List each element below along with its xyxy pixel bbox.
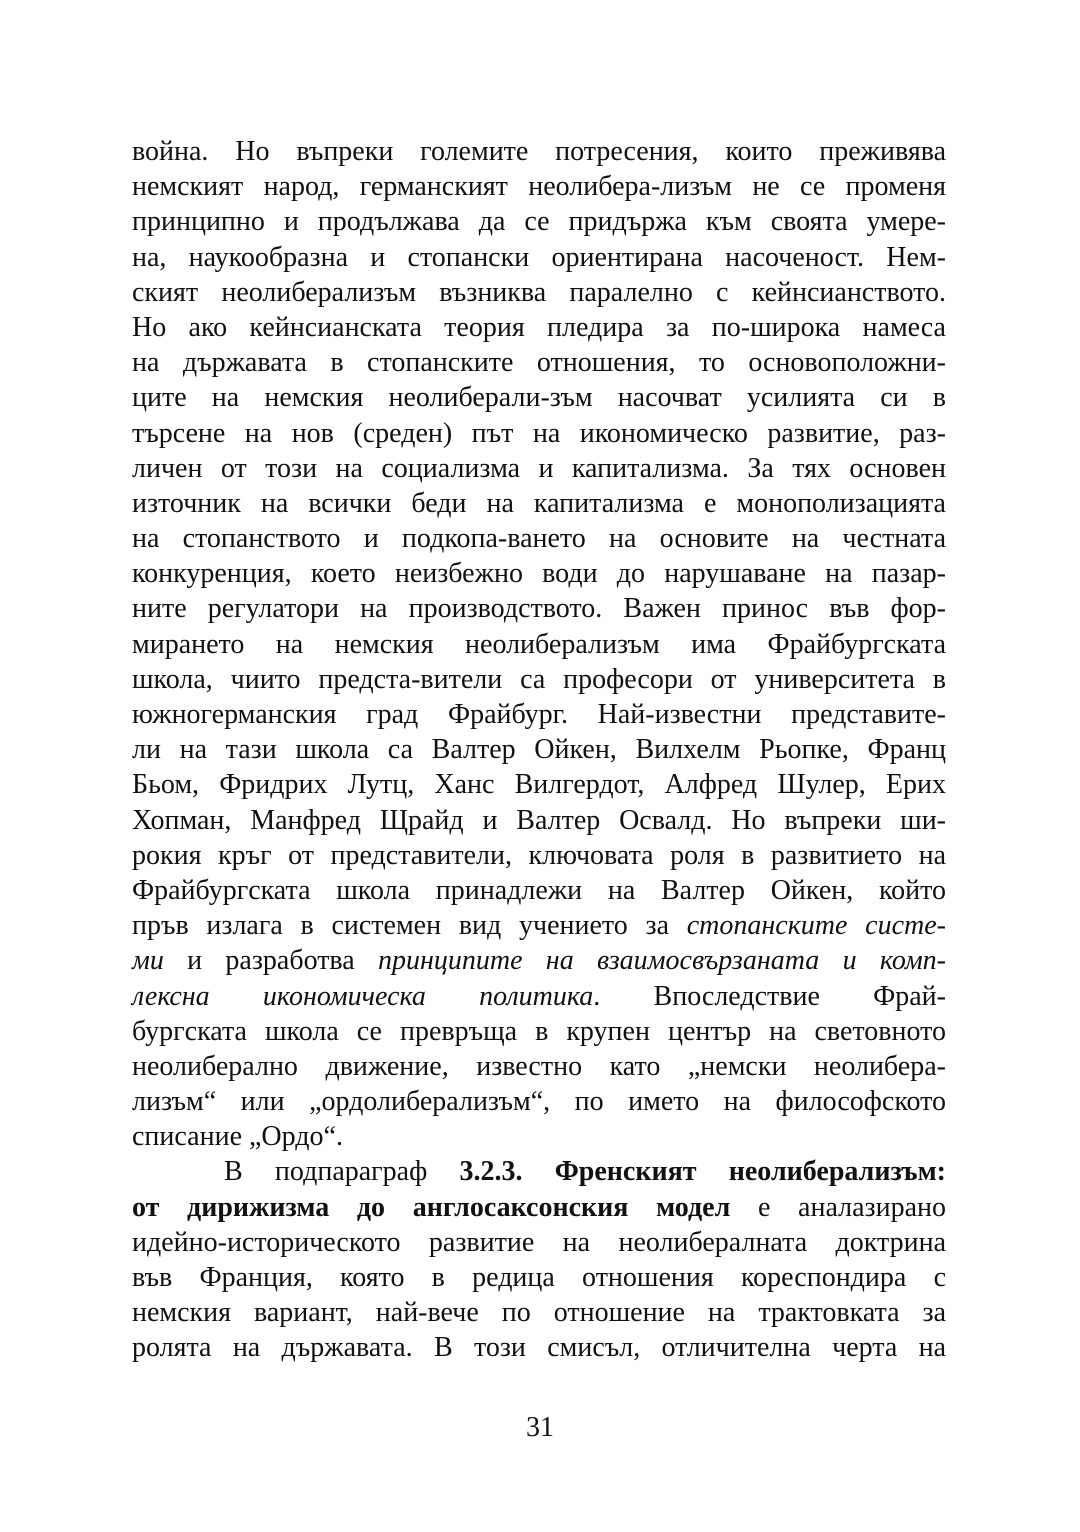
page-number: 31 bbox=[526, 1412, 554, 1443]
text-plain: пръв излага в системен вид учението за bbox=[132, 910, 687, 942]
subsection-heading: от дирижизма до англосаксонския модел bbox=[132, 1191, 731, 1223]
text-line: личен от този на социализма и капитализма. За тях основен bbox=[132, 452, 946, 484]
page-body bbox=[132, 134, 946, 1366]
text-plain: и разработва bbox=[163, 945, 378, 977]
text-line: ли на тази школа са Валтер Ойкен, Вилхелм Рьопке, Франц bbox=[132, 734, 946, 766]
text-line: Хопман, Манфред Щрайд и Валтер Освалд. Но въпреки ши- bbox=[132, 804, 946, 836]
text-line bbox=[132, 1190, 946, 1225]
text-line: конкуренция, което неизбежно води до нарушаване на пазар- bbox=[132, 558, 946, 590]
text-line: идейно-историческото развитие на неолибералната доктрина bbox=[132, 1226, 946, 1258]
text-line: бургската школа се превръща в крупен център на световното bbox=[132, 1015, 946, 1047]
italic-term: ми bbox=[132, 945, 164, 977]
text-line: немският народ, германският неолибера-лизъм не се променя bbox=[132, 171, 946, 203]
text-plain: е аналазирано bbox=[730, 1191, 947, 1223]
italic-term: лексна икономическа политика bbox=[132, 980, 594, 1012]
text-line bbox=[132, 979, 946, 1014]
text-line: на, наукообразна и стопански ориентирана насоченост. Нем- bbox=[132, 241, 946, 273]
italic-term: принципите на взаимосвързаната и комп- bbox=[378, 945, 947, 977]
text-line: Бьом, Фридрих Лутц, Ханс Вилгердот, Алфред Шулер, Ерих bbox=[132, 769, 946, 801]
text-line: школа, чиито предста-вители са професори от университета в bbox=[132, 663, 946, 695]
text-line: рокия кръг от представители, ключовата роля в развитието на bbox=[132, 839, 946, 871]
text-line: ните регулатори на производството. Важен принос във фор- bbox=[132, 593, 946, 625]
subsection-reference-line bbox=[132, 1154, 946, 1189]
text-line: ският неолиберализъм възниква паралелно с кейнсианството. bbox=[132, 276, 946, 308]
text-line: немския вариант, най-вече по отношение на трактовката за bbox=[132, 1297, 946, 1329]
subsection-heading: 3.2.3. Френският неолиберализъм: bbox=[459, 1156, 946, 1188]
text-line bbox=[132, 943, 946, 978]
text-line: списание „Ордо“. bbox=[132, 1121, 343, 1153]
text-line: на стопанството и подкопа-ването на основите на честната bbox=[132, 523, 946, 555]
text-plain: В подпараграф bbox=[224, 1156, 460, 1188]
text-line: търсене на нов (среден) път на икономическо развитие, раз- bbox=[132, 417, 946, 449]
text-line: ролята на държавата. В този смисъл, отличителна черта на bbox=[132, 1332, 946, 1364]
text-line: източник на всички беди на капитализма е монополизацията bbox=[132, 487, 946, 519]
text-line: война. Но въпреки големите потресения, които преживява bbox=[132, 136, 946, 167]
text-line: лизъм“ или „ордолиберализъм“, по името на философското bbox=[132, 1086, 946, 1118]
text-line: във Франция, която в редица отношения кореспондира с bbox=[132, 1262, 946, 1293]
text-line: принципно и продължава да се придържа към своята умере- bbox=[132, 206, 946, 238]
text-line: на държавата в стопанските отношения, то основоположни- bbox=[132, 347, 946, 379]
text-line: Фрайбургската школа принадлежи на Валтер Ойкен, който bbox=[132, 874, 946, 906]
text-plain: . Впоследствие Фрай- bbox=[593, 980, 946, 1012]
text-line: Но ако кейнсианската теория пледира за по-широка намеса bbox=[132, 311, 946, 343]
text-line: неолиберално движение, известно като „немски неолибера- bbox=[132, 1050, 946, 1082]
italic-term: стопанските систе- bbox=[686, 910, 947, 942]
text-line bbox=[132, 908, 946, 943]
text-line: южногерманския град Фрайбург. Най-известни представите- bbox=[132, 699, 946, 730]
text-line: мирането на немския неолиберализъм има Фрайбургската bbox=[132, 628, 946, 660]
text-line: ците на немския неолиберали-зъм насочват усилията си в bbox=[132, 382, 946, 414]
